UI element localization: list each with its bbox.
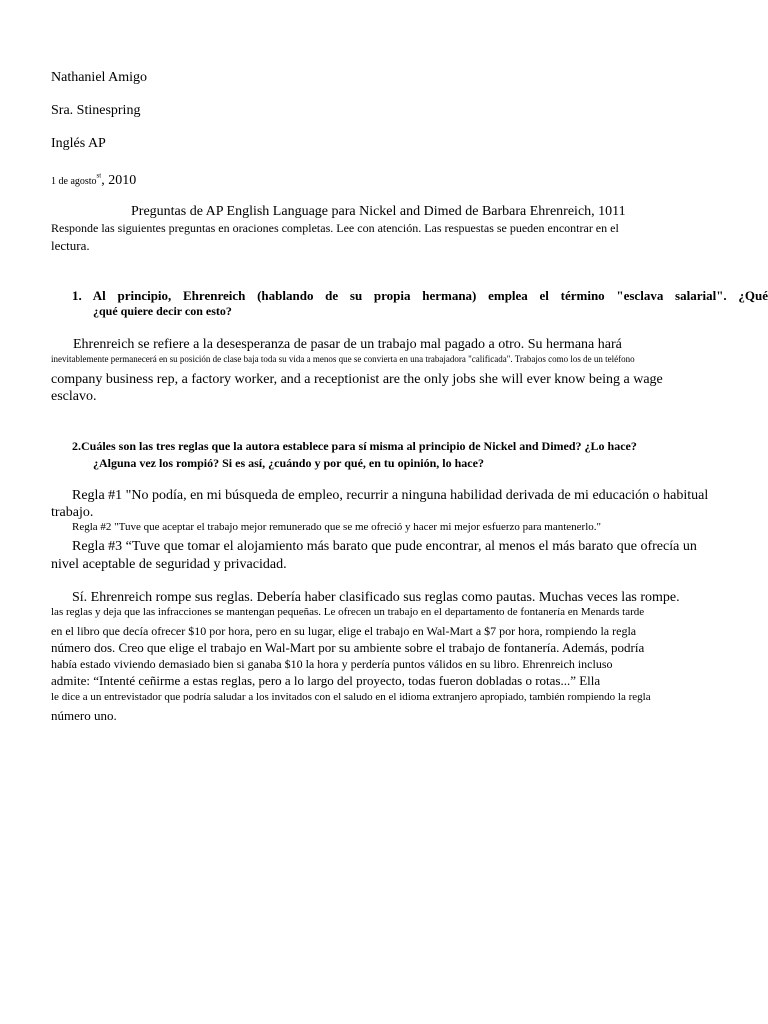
answer-2-line-2: las reglas y deja que las infracciones se mantengan pequeñas. Le ofrecen un trabajo en el departamento de fontanería en Menards tarde [51, 606, 645, 618]
answer-1-line-4: esclavo. [51, 389, 97, 404]
answer-2-line-3: en el libro que decía ofrecer $10 por hora, pero en su lugar, elige el trabajo en Wal-Mart a $7 por hora, rompiendo la regla [51, 624, 637, 638]
answer-2-line-1: Sí. Ehrenreich rompe sus reglas. Debería haber clasificado sus reglas como pautas. Muchas veces las rompe. [72, 590, 680, 605]
date-line [51, 172, 136, 188]
rule-2: Regla #2 "Tuve que aceptar el trabajo mejor remunerado que se me ofreció y hacer mi mejor esfuerzo para mantenerlo." [72, 521, 602, 533]
question-2-line-2: ¿Alguna vez los rompió? Si es así, ¿cuándo y por qué, en tu opinión, lo hace? [93, 456, 484, 470]
date-prefix: 1 de agosto [51, 176, 97, 187]
teacher-name: Sra. Stinespring [51, 103, 141, 118]
rule-3-line-2: nivel aceptable de seguridad y privacidad. [51, 557, 287, 572]
answer-2-line-8: número uno. [51, 708, 117, 723]
answer-1-line-3: company business rep, a factory worker, and a receptionist are the only jobs she will ever know being a wage [51, 372, 663, 387]
rule-1-line-1: Regla #1 "No podía, en mi búsqueda de empleo, recurrir a ninguna habilidad derivada de mi educación o habitual [72, 488, 709, 503]
rule-1-line-2: trabajo. [51, 505, 94, 520]
question-1-line-2: ¿qué quiere decir con esto? [93, 304, 232, 318]
course-name: Inglés AP [51, 136, 106, 151]
answer-1-line-1: Ehrenreich se refiere a la desesperanza de pasar de un trabajo mal pagado a otro. Su hermana hará [73, 337, 622, 352]
instructions-line-2: lectura. [51, 238, 90, 253]
answer-2-line-5: había estado viviendo demasiado bien si ganaba $10 la hora y perdería puntos válidos en su libro. Ehrenreich incluso [51, 657, 613, 671]
answer-2-line-7: le dice a un entrevistador que podría saludar a los invitados con el saludo en el idioma extranjero apropiado, también rompiendo la regla [51, 691, 651, 703]
date-year: , 2010 [101, 173, 137, 188]
rule-3-line-1: Regla #3 “Tuve que tomar el alojamiento más barato que pude encontrar, al menos el más barato que ofrecía un [72, 539, 697, 554]
answer-1-line-2: inevitablemente permanecerá en su posición de clase baja toda su vida a menos que se convierta en una trabajadora "calificada". Trabajos como los de un teléfono [51, 354, 635, 364]
question-1-line-1: 1. Al principio, Ehrenreich (hablando de su propia hermana) emplea el término "esclava salarial". ¿Qué [72, 288, 768, 303]
answer-2-line-6: admite: “Intenté ceñirme a estas reglas, pero a lo largo del proyecto, todas fueron dobladas o rotas...” Ella [51, 673, 601, 688]
question-2-line-1: 2.Cuáles son las tres reglas que la autora establece para sí misma al principio de Nickel and Dimed? ¿Lo hace? [72, 439, 637, 453]
student-name: Nathaniel Amigo [51, 70, 148, 85]
page-title: Preguntas de AP English Language para Nickel and Dimed de Barbara Ehrenreich, 1011 [131, 204, 626, 219]
instructions-line-1: Responde las siguientes preguntas en oraciones completas. Lee con atención. Las respuestas se pueden encontrar en el [51, 221, 619, 235]
answer-2-line-4: número dos. Creo que elige el trabajo en Wal-Mart por su ambiente sobre el trabajo de fontanería. Además, podría [51, 640, 645, 655]
date-sup: st [96, 171, 102, 180]
